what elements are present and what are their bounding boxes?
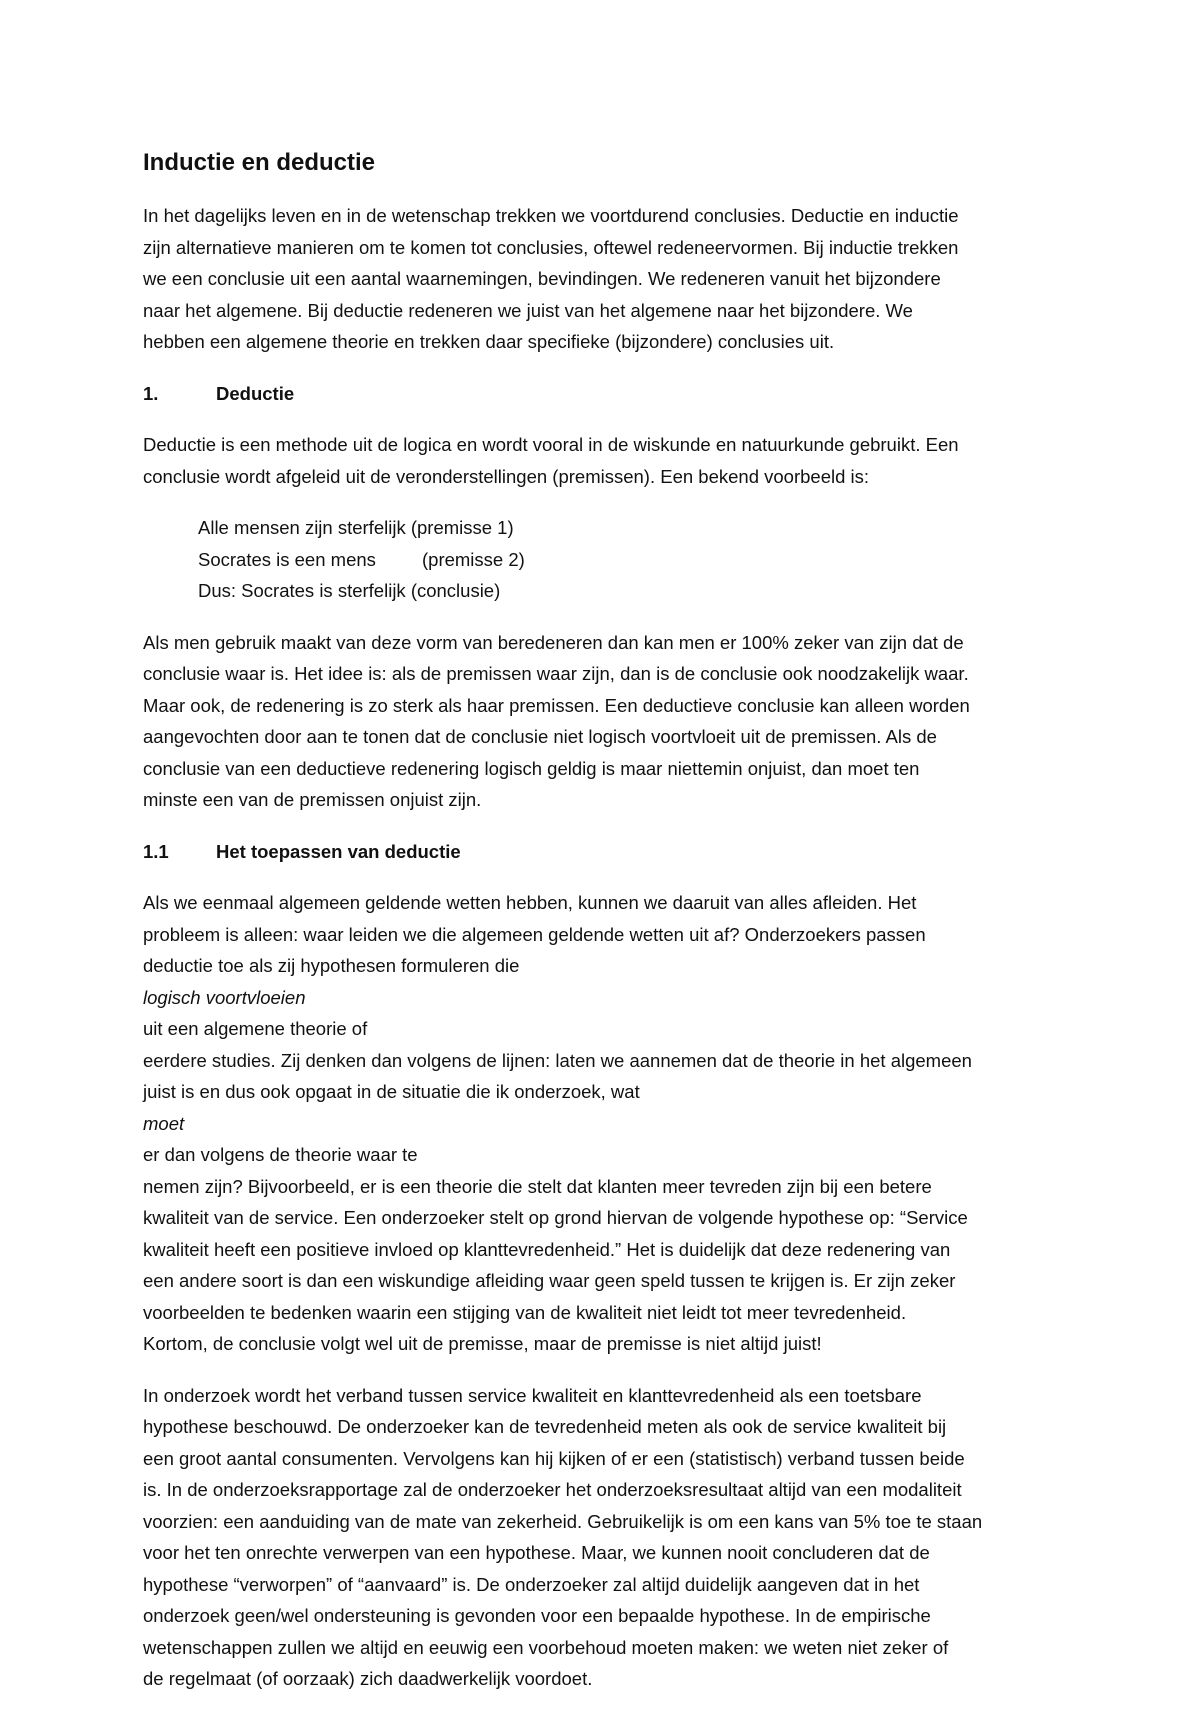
text-line: conclusie wordt afgeleid uit de veronderstellingen (premissen). Een bekend voorbeeld is: — [143, 465, 870, 487]
text-line: Deductie is een methode uit de logica en wordt vooral in de wiskunde en natuurkunde gebruikt. Een — [143, 434, 959, 455]
text-line: Maar ook, de redenering is zo sterk als haar premissen. Een deductieve conclusie kan alleen worden — [143, 694, 970, 716]
deductie-paragraph — [143, 429, 1083, 492]
text-line: hypothese beschouwd. De onderzoeker kan de tevredenheid meten als ook de service kwaliteit bij — [143, 1416, 947, 1437]
text-line: wetenschappen zullen we altijd en eeuwig een voorbehoud moeten maken: we weten niet zeker of — [143, 1636, 949, 1658]
text-line: In het dagelijks leven en in de wetenschap trekken we voortdurend conclusies. Deductie en inductie — [143, 205, 959, 226]
text-line: eerdere studies. Zij denken dan volgens de lijnen: laten we aannemen dat de theorie in het algemeen — [143, 1049, 972, 1071]
text-line: een andere soort is dan een wiskundige afleiding waar geen speld tussen te krijgen is. Er zijn zeker — [143, 1270, 956, 1291]
text-line: een groot aantal consumenten. Vervolgens kan hij kijken of er een (statistisch) verband tussen beide — [143, 1447, 965, 1469]
page-title: Inductie en deductie — [143, 149, 376, 176]
text-line: Als we eenmaal algemeen geldende wetten hebben, kunnen we daaruit van alles afleiden. Het — [143, 892, 917, 913]
section-title: Het toepassen van deductie — [216, 840, 461, 862]
text-line: onderzoek geen/wel ondersteuning is gevonden voor een bepaalde hypothese. In de empirische — [143, 1605, 931, 1626]
text-line: we een conclusie uit een aantal waarnemingen, bevindingen. We redeneren vanuit het bijzondere — [143, 268, 941, 289]
text-line: deductie toe als zij hypothesen formuleren die logisch voortvloeien uit een algemene theorie of — [143, 955, 520, 1039]
conclusion-line: Dus: Socrates is sterfelijk (conclusie) — [198, 580, 501, 601]
text-line: hypothese “verworpen” of “aanvaard” is. De onderzoeker zal altijd duidelijk aangeven dat in het — [143, 1573, 920, 1595]
text-line: probleem is alleen: waar leiden we die algemeen geldende wetten uit af? Onderzoekers passen — [143, 923, 926, 945]
italic-phrase: logisch voortvloeien — [143, 986, 306, 1008]
zekerheid-paragraph — [143, 627, 1083, 816]
syllogism-example — [198, 512, 1083, 607]
document-body — [143, 148, 1083, 1715]
text-line: In onderzoek wordt het verband tussen service kwaliteit en klanttevredenheid als een toetsbare — [143, 1384, 922, 1406]
text-line: hebben een algemene theorie en trekken daar specifieke (bijzondere) conclusies uit. — [143, 331, 835, 352]
text-line: voorzien: een aanduiding van de mate van zekerheid. Gebruikelijk is om een kans van 5% toe te staan — [143, 1510, 983, 1532]
text-line: conclusie van een deductieve redenering logisch geldig is maar niettemin onjuist, dan moet ten — [143, 757, 920, 779]
text-line: aangevochten door aan te tonen dat de conclusie niet logisch voortvloeit uit de premissen. Als de — [143, 726, 937, 747]
intro-paragraph — [143, 200, 1083, 358]
premise-line-1: Alle mensen zijn sterfelijk (premisse 1) — [198, 517, 514, 538]
text-line: conclusie waar is. Het idee is: als de premissen waar zijn, dan is de conclusie ook noodzakelijk waar. — [143, 663, 969, 684]
text-line: juist is en dus ook opgaat in de situatie die ik onderzoek, wat moet er dan volgens de theorie waar te — [143, 1081, 640, 1165]
text-line: voorbeelden te bedenken waarin een stijging van de kwaliteit niet leidt tot meer tevredenheid. — [143, 1301, 907, 1323]
text-line: naar het algemene. Bij deductie redeneren we juist van het algemene naar het bijzondere. We — [143, 299, 913, 321]
text-line: kwaliteit heeft een positieve invloed op klanttevredenheid.” Het is duidelijk dat deze redenering van — [143, 1238, 951, 1260]
text-line: Als men gebruik maakt van deze vorm van beredeneren dan kan men er 100% zeker van zijn dat de — [143, 631, 964, 653]
onderzoek-paragraph — [143, 1380, 1083, 1695]
section-heading-toepassen — [143, 836, 1083, 868]
section-number: 1.1 — [143, 840, 169, 862]
text-line: zijn alternatieve manieren om te komen tot conclusies, oftewel redeneervormen. Bij inductie trekken — [143, 236, 959, 258]
section-number: 1. — [143, 382, 159, 404]
text-line: voor het ten onrechte verwerpen van een hypothese. Maar, we kunnen nooit concluderen dat de — [143, 1542, 930, 1563]
premise-line-2: Socrates is een mens (premisse 2) — [198, 548, 525, 570]
text-line: Kortom, de conclusie volgt wel uit de premisse, maar de premisse is niet altijd juist! — [143, 1333, 822, 1354]
text-line: is. In de onderzoeksrapportage zal de onderzoeker het onderzoeksresultaat altijd van een modaliteit — [143, 1479, 962, 1500]
text-line: minste een van de premissen onjuist zijn. — [143, 789, 482, 810]
text-line: kwaliteit van de service. Een onderzoeker stelt op grond hiervan de volgende hypothese op: “Service — [143, 1207, 968, 1228]
text-line: nemen zijn? Bijvoorbeeld, er is een theorie die stelt dat klanten meer tevreden zijn bij een betere — [143, 1175, 932, 1197]
section-heading-deductie — [143, 378, 1083, 410]
toepassen-paragraph — [143, 887, 1083, 1360]
section-title: Deductie — [216, 382, 295, 404]
italic-word: moet — [143, 1112, 185, 1134]
text-line: de regelmaat (of oorzaak) zich daadwerkelijk voordoet. — [143, 1668, 593, 1689]
